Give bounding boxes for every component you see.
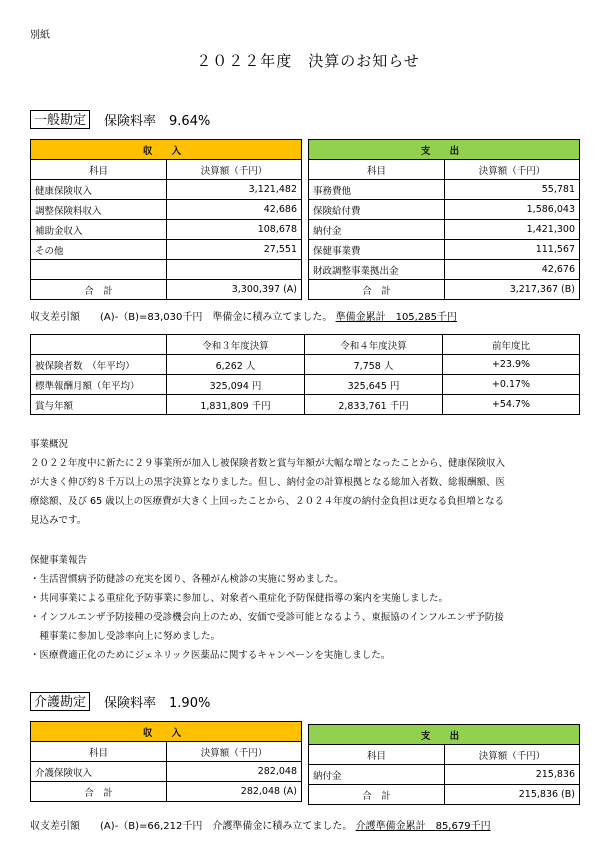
- cell: 介護保険収入: [31, 762, 167, 782]
- general-section-name: 一般勘定: [30, 110, 90, 129]
- col-item: 科目: [31, 742, 167, 762]
- cell: 調整保険料収入: [31, 200, 167, 220]
- health-item: ・インフルエンザ予防接種の受診機会向上のため、安価で受診可能となるよう、東振協のインフルエンザ予防接: [30, 612, 504, 623]
- care-section-header: [30, 692, 210, 711]
- care-section-name: 介護勘定: [30, 692, 90, 711]
- general-balance-line: [30, 308, 457, 323]
- page-title: ２０２２年度 決算のお知らせ: [196, 52, 420, 70]
- care-rate: 保険料率 1.90%: [104, 696, 211, 711]
- income-header: 収 入: [31, 722, 302, 742]
- header-cell: [31, 335, 167, 355]
- overview-line: ２０２２年度中に新たに２９事業所が加入し被保険者数と賞与年額が大幅な増となったことから、健康保険収入: [30, 458, 506, 469]
- balance-text: 収支差引額 (A)-（B)=66,212千円 介護準備金に積み立てました。: [30, 821, 353, 832]
- care-balance-line: [30, 817, 491, 832]
- overview-line: 療総額、及び 65 歳以上の医療費が大きく上回ったことから、２０２４年度の納付金負担は更なる負担増となる: [30, 496, 505, 507]
- table-row: [31, 762, 302, 782]
- cell: 325,094 円: [167, 375, 305, 395]
- document-label: 別紙: [30, 30, 50, 41]
- health-item: ・生活習慣病予防健診の充実を図り、各種がん検診の実施に努めました。: [30, 574, 344, 585]
- cell: 納付金: [309, 765, 445, 785]
- cell: 2,833,761 千円: [305, 395, 443, 415]
- table-row: [31, 395, 580, 415]
- table-row: [31, 200, 302, 220]
- cell: 1,831,809 千円: [167, 395, 305, 415]
- cell: 納付金: [309, 220, 445, 240]
- overview-section: [30, 435, 590, 530]
- total-row: [31, 280, 302, 300]
- cell: 標準報酬月額（年平均）: [31, 375, 167, 395]
- table-header-row: [31, 335, 580, 355]
- cell: 健康保険収入: [31, 180, 167, 200]
- total-value: 3,217,367 (B): [445, 280, 580, 300]
- col-amount: 決算額（千円）: [167, 160, 302, 180]
- health-item: ・共同事業による重症化予防事業に参加し、対象者へ重症化予防保健指導の案内を実施しました。: [30, 593, 449, 604]
- cell: +0.17%: [443, 375, 580, 395]
- cell: 事務費他: [309, 180, 445, 200]
- col-amount: 決算額（千円）: [167, 742, 302, 762]
- total-label: 合 計: [31, 280, 167, 300]
- cell: 3,121,482: [167, 180, 302, 200]
- cell: 被保険者数 （年平均）: [31, 355, 167, 375]
- cell: 保険給付費: [309, 200, 445, 220]
- table-row: [309, 220, 580, 240]
- balance-text: 収支差引額 (A)-（B)=83,030千円 準備金に積み立てました。: [30, 312, 333, 323]
- col-amount: 決算額（千円）: [445, 160, 580, 180]
- general-section-header: [30, 110, 210, 129]
- cell: 111,567: [445, 240, 580, 260]
- expense-header: 支 出: [309, 140, 580, 160]
- total-value: 215,836 (B): [445, 785, 580, 805]
- overview-line: 見込みです。: [30, 515, 87, 526]
- reserve-total: 準備金累計 105,285千円: [335, 312, 457, 323]
- table-row: [31, 375, 580, 395]
- cell: 補助金収入: [31, 220, 167, 240]
- cell: +54.7%: [443, 395, 580, 415]
- health-item: 種事業に参加し受診率向上に努めました。: [30, 631, 221, 642]
- total-label: 合 計: [31, 782, 167, 802]
- header-cell: 前年度比: [443, 335, 580, 355]
- total-value: 282,048 (A): [167, 782, 302, 802]
- income-header: 収 入: [31, 140, 302, 160]
- cell: 賞与年額: [31, 395, 167, 415]
- cell: 6,262 人: [167, 355, 305, 375]
- cell: 42,686: [167, 200, 302, 220]
- total-label: 合 計: [309, 280, 445, 300]
- overview-line: が大きく伸び約８千万以上の黒字決算となりました。但し、納付金の計算根拠となる総加入者数、総報酬額、医: [30, 477, 506, 488]
- cell: 108,678: [167, 220, 302, 240]
- table-row: [31, 180, 302, 200]
- health-heading: 保健事業報告: [30, 555, 88, 566]
- cell: その他: [31, 240, 167, 260]
- general-income-table: [30, 139, 302, 300]
- expense-header: 支 出: [309, 725, 580, 745]
- total-row: [309, 785, 580, 805]
- health-section: [30, 551, 504, 665]
- care-income-table: [30, 721, 302, 802]
- cell: 282,048: [167, 762, 302, 782]
- table-row: [31, 240, 302, 260]
- total-label: 合 計: [309, 785, 445, 805]
- comparison-table: [30, 334, 580, 415]
- reserve-total: 介護準備金累計 85,679千円: [355, 821, 491, 832]
- cell: 42,676: [445, 260, 580, 280]
- cell: 7,758 人: [305, 355, 443, 375]
- overview-heading: 事業概況: [30, 439, 69, 450]
- table-row: [309, 765, 580, 785]
- cell: [31, 260, 167, 280]
- cell: 保健事業費: [309, 240, 445, 260]
- header-cell: 令和３年度決算: [167, 335, 305, 355]
- header-cell: 令和４年度決算: [305, 335, 443, 355]
- cell: 215,836: [445, 765, 580, 785]
- total-row: [309, 280, 580, 300]
- cell: 1,421,300: [445, 220, 580, 240]
- health-item: ・医療費適正化のためにジェネリック医薬品に関するキャンペーンを実施しました。: [30, 650, 391, 661]
- table-row: [31, 355, 580, 375]
- cell: 財政調整事業拠出金: [309, 260, 445, 280]
- cell: 1,586,043: [445, 200, 580, 220]
- cell: 325,645 円: [305, 375, 443, 395]
- table-row: [31, 220, 302, 240]
- general-rate: 保険料率 9.64%: [104, 114, 211, 129]
- total-value: 3,300,397 (A): [167, 280, 302, 300]
- col-item: 科目: [309, 745, 445, 765]
- table-row: [309, 260, 580, 280]
- cell: 27,551: [167, 240, 302, 260]
- col-item: 科目: [31, 160, 167, 180]
- cell: +23.9%: [443, 355, 580, 375]
- col-item: 科目: [309, 160, 445, 180]
- table-row: [31, 260, 302, 280]
- table-row: [309, 180, 580, 200]
- cell: 55,781: [445, 180, 580, 200]
- table-row: [309, 240, 580, 260]
- care-expense-table: [308, 724, 580, 805]
- col-amount: 決算額（千円）: [445, 745, 580, 765]
- table-row: [309, 200, 580, 220]
- total-row: [31, 782, 302, 802]
- general-expense-table: [308, 139, 580, 300]
- cell: [167, 260, 302, 280]
